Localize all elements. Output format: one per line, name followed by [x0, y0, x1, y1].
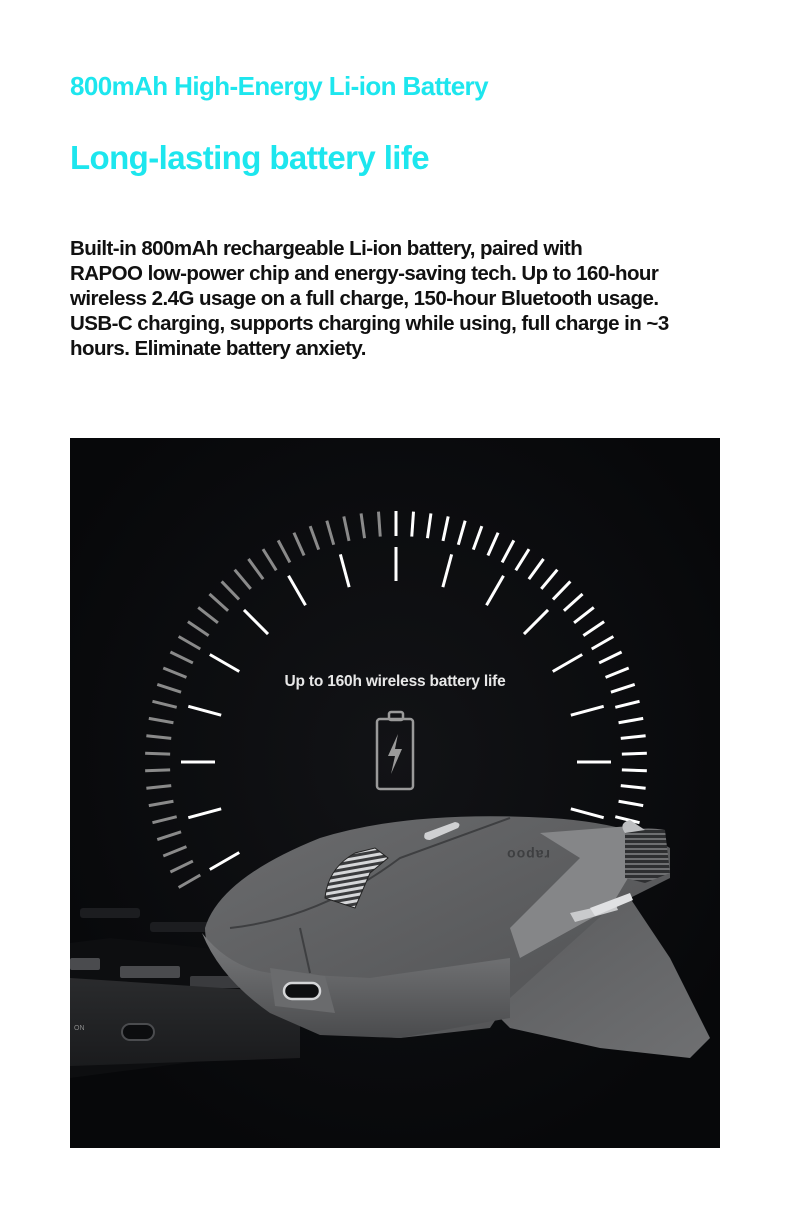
product-hero-image [70, 438, 720, 1148]
gauge-tick [622, 753, 647, 754]
description-line: wireless 2.4G usage on a full charge, 150-hour Bluetooth usage. [70, 287, 659, 310]
hero-illustration [70, 438, 720, 1148]
description-line: USB-C charging, supports charging while using, full charge in ~3 [70, 312, 669, 335]
feature-description [70, 236, 730, 361]
keyboard-on-label: ON [74, 1025, 85, 1032]
gauge-tick [145, 770, 170, 771]
gauge-caption: Up to 160h wireless battery life [284, 673, 506, 690]
gauge-tick [622, 770, 647, 771]
mouse-logo: rapoo [506, 847, 550, 863]
gauge-tick [145, 753, 170, 754]
gauge-tick [378, 512, 380, 537]
section-headline: Long-lasting battery life [70, 139, 430, 176]
gauge-tick [412, 512, 414, 537]
description-line: RAPOO low-power chip and energy-saving tech. Up to 160-hour [70, 262, 659, 285]
section-kicker: 800mAh High-Energy Li-ion Battery [70, 71, 488, 101]
description-line: hours. Eliminate battery anxiety. [70, 337, 366, 360]
description-line: Built-in 800mAh rechargeable Li-ion battery, paired with [70, 237, 583, 260]
